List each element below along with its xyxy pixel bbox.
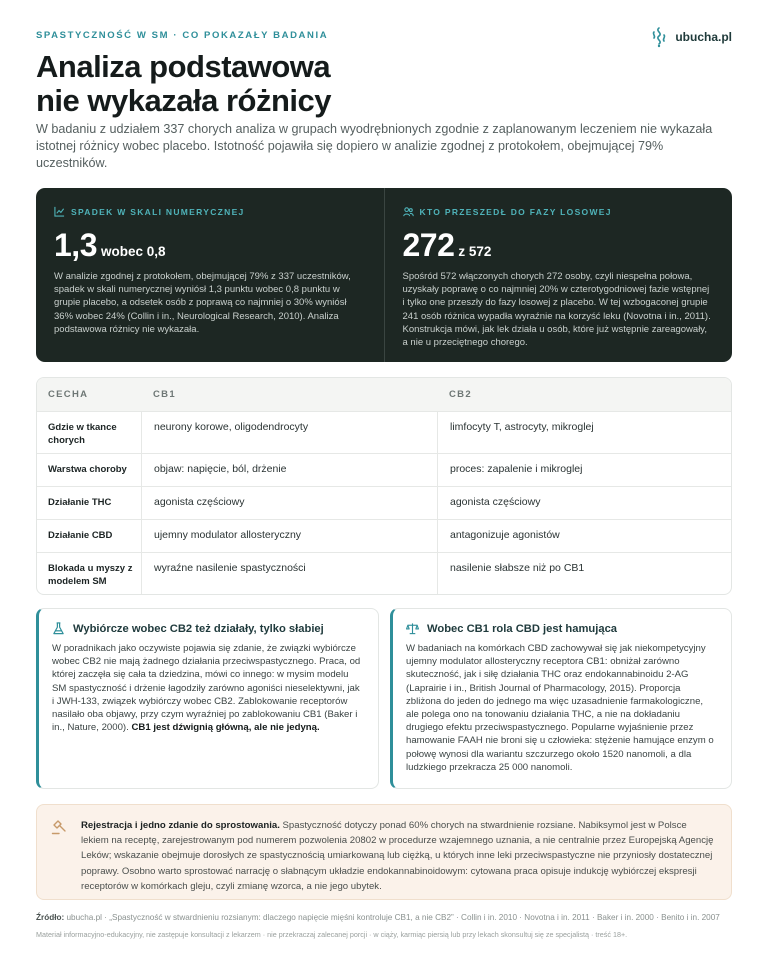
logo-icon <box>649 26 669 48</box>
gavel-icon <box>51 819 67 835</box>
stat-label-text: KTO PRZESZEDŁ DO FAZY LOSOWEJ <box>419 206 612 217</box>
card-cbd-role <box>390 608 732 789</box>
row-feature: Działanie CBD <box>48 530 113 541</box>
title-line-1: Analiza podstawowa <box>36 49 331 84</box>
stats-panel <box>36 188 732 362</box>
cell-cb1: wyraźne nasilenie spastyczności <box>141 553 437 594</box>
stat-randomized-phase <box>384 188 733 362</box>
stat-suffix: wobec 0,8 <box>100 244 166 259</box>
page-title <box>36 50 331 118</box>
stat-label-text: SPADEK W SKALI NUMERYCZNEJ <box>71 206 245 217</box>
stat-score-drop <box>36 188 384 362</box>
card-body: W badaniach na komórkach CBD zachowywał się jak niekompetycyjny ujemny modulator allosteryczny receptora CB1: obniżał zarówno skuteczność, jak i siłę działania THC oraz endokannabinoidu 2-AG (Laprairie i in., British Journal of Pharmacology, 2015). Proporcja zbliżona do jeden do jednego ma więc uzasadnienie farmakologiczne, ale polega ono na tonowaniu działania THC, a nie na dokładaniu drugiego efektu przeciwspastycznego. Popularne wyjaśnienie przez hamowanie FAAH nie broni się u człowieka: stężenie hamujące enzym o połowę wynosi dla wariantu szczurzego około 1520 nanomoli, a dla ludzkiego przekracza 25 000 nanomoli. <box>406 643 714 773</box>
column-header: CECHA <box>48 389 89 400</box>
note-emphasis: Rejestracja i jedno zdanie do sprostowania. <box>81 820 280 831</box>
cell-cb1: agonista częściowy <box>141 487 437 519</box>
cell-cb2: agonista częściowy <box>437 487 731 519</box>
card-body-emphasis: CB1 jest dźwignią główną, ale nie jedyną. <box>131 722 320 734</box>
row-feature: Blokada u myszy z modelem SM <box>48 563 133 587</box>
column-header: CB2 <box>449 389 472 400</box>
cell-cb2: antagonizuje agonistów <box>437 520 731 552</box>
table-row <box>37 411 731 453</box>
stat-value-group <box>54 227 366 264</box>
table-row <box>37 486 731 519</box>
scale-icon <box>406 622 419 635</box>
stat-value-group <box>403 227 715 264</box>
table-row <box>37 519 731 552</box>
chart-line-icon <box>54 206 65 217</box>
disclaimer: Materiał informacyjno-edukacyjny, nie zastępuje konsultacji z lekarzem · nie przekraczaj zalecanej porcji · w ciąży, karmiąc piersią lub przy lekach skonsultuj się ze specjalistą · treść 18+. <box>36 930 628 939</box>
card-title-text: Wybiórcze wobec CB2 też działały, tylko słabiej <box>73 622 324 635</box>
flask-icon <box>52 622 65 635</box>
card-title <box>52 622 364 635</box>
card-body <box>52 642 364 734</box>
cell-cb1: objaw: napięcie, ból, drżenie <box>141 454 437 486</box>
stat-value: 1,3 <box>54 227 97 263</box>
cell-cb1: neurony korowe, oligodendrocyty <box>141 412 437 453</box>
table-row <box>37 453 731 486</box>
note-body: Spastyczność dotyczy ponad 60% chorych na stwardnienie rozsiane. Nabiksymol jest w Polsce lekiem na receptę, zarejestrowanym pod numerem pozwolenia 20802 w procedurze wzajemnego uznania, a nie centralnie przez Europejską Agencję Leków; wskazanie obejmuje dorosłych ze spastycznością umiarkowaną lub ciężką, u których inne leki przeciwspastyczne nie przyniosły dostatecznej poprawy. Osobno warto sprostować narrację o słabnącym układzie endokannabinoidowym: cytowana praca opisuje indukcję wybiórczej ekspresji receptorów w komórkach gleju, czyli zmianę wzorca, a nie jego ubytek. <box>81 820 714 892</box>
note-text <box>81 818 715 894</box>
users-icon <box>403 206 414 217</box>
cell-cb2: proces: zapalenie i mikroglej <box>437 454 731 486</box>
row-feature: Warstwa choroby <box>48 464 127 475</box>
card-cb2-selective <box>36 608 379 789</box>
stat-value: 272 <box>402 227 455 263</box>
card-title <box>406 622 717 635</box>
source-text: ubucha.pl · „Spastyczność w stwardnieniu rozsianym: dlaczego napięcie mięśni kontroluje CB1, a nie CB2” · Collin i in. 2010 · Novotna i in. 2011 · Baker i in. 2000 · Benito i in. 2007 <box>64 913 720 922</box>
row-feature: Działanie THC <box>48 497 112 508</box>
registration-note <box>36 804 732 900</box>
cell-cb2: nasilenie słabsze niż po CB1 <box>437 553 731 594</box>
table-row <box>37 552 731 594</box>
stat-description: Spośród 572 włączonych chorych 272 osoby, czyli niespełna połowa, uzyskały poprawę o co najmniej 20% w czterotygodniowej fazie wstępnej i tylko one przeszły do fazy losowej z placebo. W tej wzbogaconej grupie 241 osób różnica wypadła wyraźnie na korzyść leku (Novotna i in., 2011). Konstrukcja mówi, jak lek działa u osób, które już wstępnie zareagowały, a nie u przeciętnego chorego. <box>402 271 711 349</box>
stat-label <box>54 206 366 217</box>
source-line <box>36 913 720 922</box>
cell-cb2: limfocyty T, astrocyty, mikroglej <box>437 412 731 453</box>
stat-description: W analizie zgodnej z protokołem, obejmującej 79% z 337 uczestników, spadek w skali numerycznej wyniósł 1,3 punktu wobec 0,8 punktu w grupie placebo, a odsetek osób z poprawą co najmniej o 30% wyniósł 36% wobec 24% (Collin i in., Neurological Research, 2010). Analiza podstawowa różnicy nie wykazała. <box>54 271 351 335</box>
table-header-row <box>37 378 731 411</box>
cell-cb1: ujemny modulator allosteryczny <box>141 520 437 552</box>
source-label: Źródło: <box>36 913 65 922</box>
brand-name: ubucha.pl <box>675 30 732 44</box>
stat-suffix: z 572 <box>458 244 492 259</box>
stat-label <box>403 206 715 217</box>
brand[interactable] <box>649 26 732 48</box>
row-feature: Gdzie w tkance chorych <box>48 422 117 446</box>
kicker: SPASTYCZNOŚĆ W SM · CO POKAZAŁY BADANIA <box>36 30 329 41</box>
comparison-table <box>36 377 732 595</box>
lead-paragraph: W badaniu z udziałem 337 chorych analiza w grupach wyodrębnionych zgodnie z zaplanowanym leczeniem nie wykazała istotnej różnicy wobec placebo. Istotność pojawiła się dopiero w analizie zgodnej z protokołem, obejmującej 79% uczestników. <box>36 122 713 170</box>
column-header: CB1 <box>153 389 176 400</box>
card-body-text: W poradnikach jako oczywiste pojawia się zdanie, że związki wybiórcze wobec CB2 nie mają żadnego działania przeciwspastycznego. Praca, od której zaczęła się cała ta dziedzina, mówi co innego: w mysim modelu SM spastyczność i drżenie łagodziły zarówno agoniści nieselektywni, jak i JWH-133, związek wybiórczy wobec CB2. Zablokowanie receptorów nasilało oba objawy, przy czym wyraźniej po zablokowaniu CB1 (Baker i in., Nature, 2000). <box>52 643 361 734</box>
title-line-2: nie wykazała różnicy <box>36 83 331 118</box>
card-title-text: Wobec CB1 rola CBD jest hamująca <box>427 622 618 635</box>
